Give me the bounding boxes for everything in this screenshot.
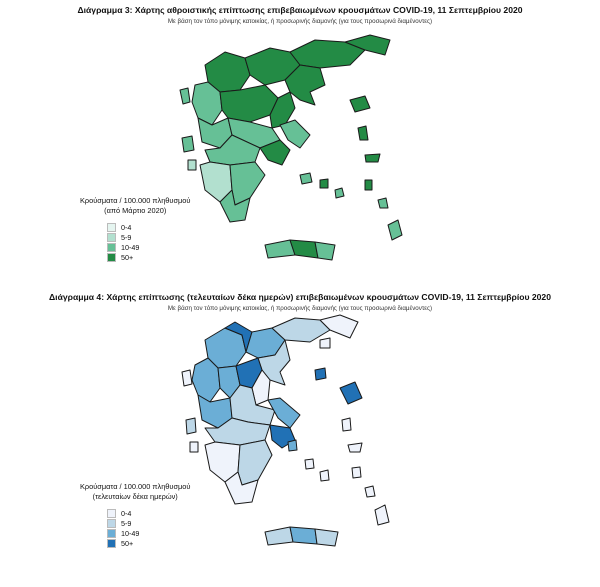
map1-legend-swatch [107, 253, 116, 262]
map2-legend-swatch [107, 529, 116, 538]
map1-island-dodecanese-1 [365, 180, 372, 190]
map2-legend-label: 0-4 [121, 508, 132, 518]
map1-island-corfu [180, 88, 190, 104]
map1-legend-item [107, 252, 190, 262]
map2-island-dodecanese-2 [365, 486, 375, 497]
map2-legend-item [107, 538, 190, 548]
map1-island-chios [358, 126, 368, 140]
map2-legend-swatch [107, 539, 116, 548]
map2-island-limnos [315, 368, 326, 380]
map2-legend [80, 482, 190, 548]
map1-island-lesvos [350, 96, 370, 112]
map2-region-peloponnese-east [238, 440, 272, 485]
map2-island-corfu [182, 370, 192, 386]
map2-island-cyclades-3 [320, 470, 329, 481]
map2-legend-title-line2: (τελευταίων δέκα ημερών) [92, 492, 178, 501]
map1-legend-label: 5-9 [121, 232, 132, 242]
map1-legend-label: 0-4 [121, 222, 132, 232]
map1-island-zakynthos [188, 160, 196, 170]
map1-greece-choropleth [150, 30, 420, 275]
map2-legend-item [107, 518, 190, 528]
map2-legend-item [107, 508, 190, 518]
map2-island-rhodes [375, 505, 389, 525]
map2-legend-label: 5-9 [121, 518, 132, 528]
map1-legend-title-line1: Κρούσματα / 100.000 πληθυσμού [80, 196, 191, 205]
map1-legend-item [107, 242, 190, 252]
map1-island-crete-east [315, 242, 335, 260]
map2-island-kefalonia [186, 418, 196, 434]
map1-legend-swatch [107, 243, 116, 252]
map2-island-crete-east [315, 529, 338, 546]
map2-greece-choropleth [180, 310, 410, 560]
map2-legend-item [107, 528, 190, 538]
map2-legend-title-line1: Κρούσματα / 100.000 πληθυσμού [80, 482, 191, 491]
map1-legend-swatch [107, 223, 116, 232]
map2-legend-label: 10-49 [121, 528, 140, 538]
map1-legend-item [107, 232, 190, 242]
map2-island-zakynthos [190, 442, 198, 452]
map1-island-cyclades-1 [300, 173, 312, 184]
map1-region-peloponnese-east [230, 162, 265, 205]
map2-island-dodecanese-1 [352, 467, 361, 478]
map2-island-cyclades-1 [288, 440, 297, 451]
map1-island-dodecanese-2 [378, 198, 388, 208]
map2-island-cyclades-2 [305, 459, 314, 469]
map1-island-cyclades-3 [335, 188, 344, 198]
map1-island-cyclades-2 [320, 179, 328, 188]
map1-legend-label: 10-49 [121, 242, 140, 252]
map1-island-kefalonia [182, 136, 194, 152]
map2-island-crete-west [265, 527, 293, 545]
map2-legend-swatch [107, 509, 116, 518]
map1-legend-swatch [107, 233, 116, 242]
map1-title: Διάγραμμα 3: Χάρτης αθροιστικής επίπτωσης επιβεβαιωμένων κρουσμάτων COVID-19, 11 Σεπτεμβρίου 2020 [77, 5, 523, 15]
map1-island-rhodes [388, 220, 402, 240]
map2-island-samos [348, 443, 362, 452]
map2-subtitle: Με βάση τον τόπο μόνιμης κατοικίας, ή προσωρινής διαμονής (για τους προσωρινά διαμένοντες) [167, 305, 433, 312]
map1-subtitle: Με βάση τον τόπο μόνιμης κατοικίας, ή προσωρινής διαμονής (για τους προσωρινά διαμένοντες) [167, 18, 433, 25]
map2-island-lesvos [340, 382, 362, 404]
map2-island-thasos [320, 338, 330, 348]
map1-legend [80, 196, 190, 262]
map2-island-chios [342, 418, 351, 431]
map2-island-crete-central [290, 527, 317, 544]
map1-legend-label: 50+ [121, 252, 134, 262]
map1-legend-title-line2: (από Μάρτιο 2020) [104, 206, 167, 215]
map1-island-samos [365, 154, 380, 162]
map2-legend-label: 50+ [121, 538, 134, 548]
map2-legend-swatch [107, 519, 116, 528]
map1-legend-item [107, 222, 190, 232]
map2-title: Διάγραμμα 4: Χάρτης επίπτωσης (τελευταίων δέκα ημερών) επιβεβαιωμένων κρουσμάτων COVID-19, 11 Σεπτεμβρίου 2020 [49, 292, 551, 302]
